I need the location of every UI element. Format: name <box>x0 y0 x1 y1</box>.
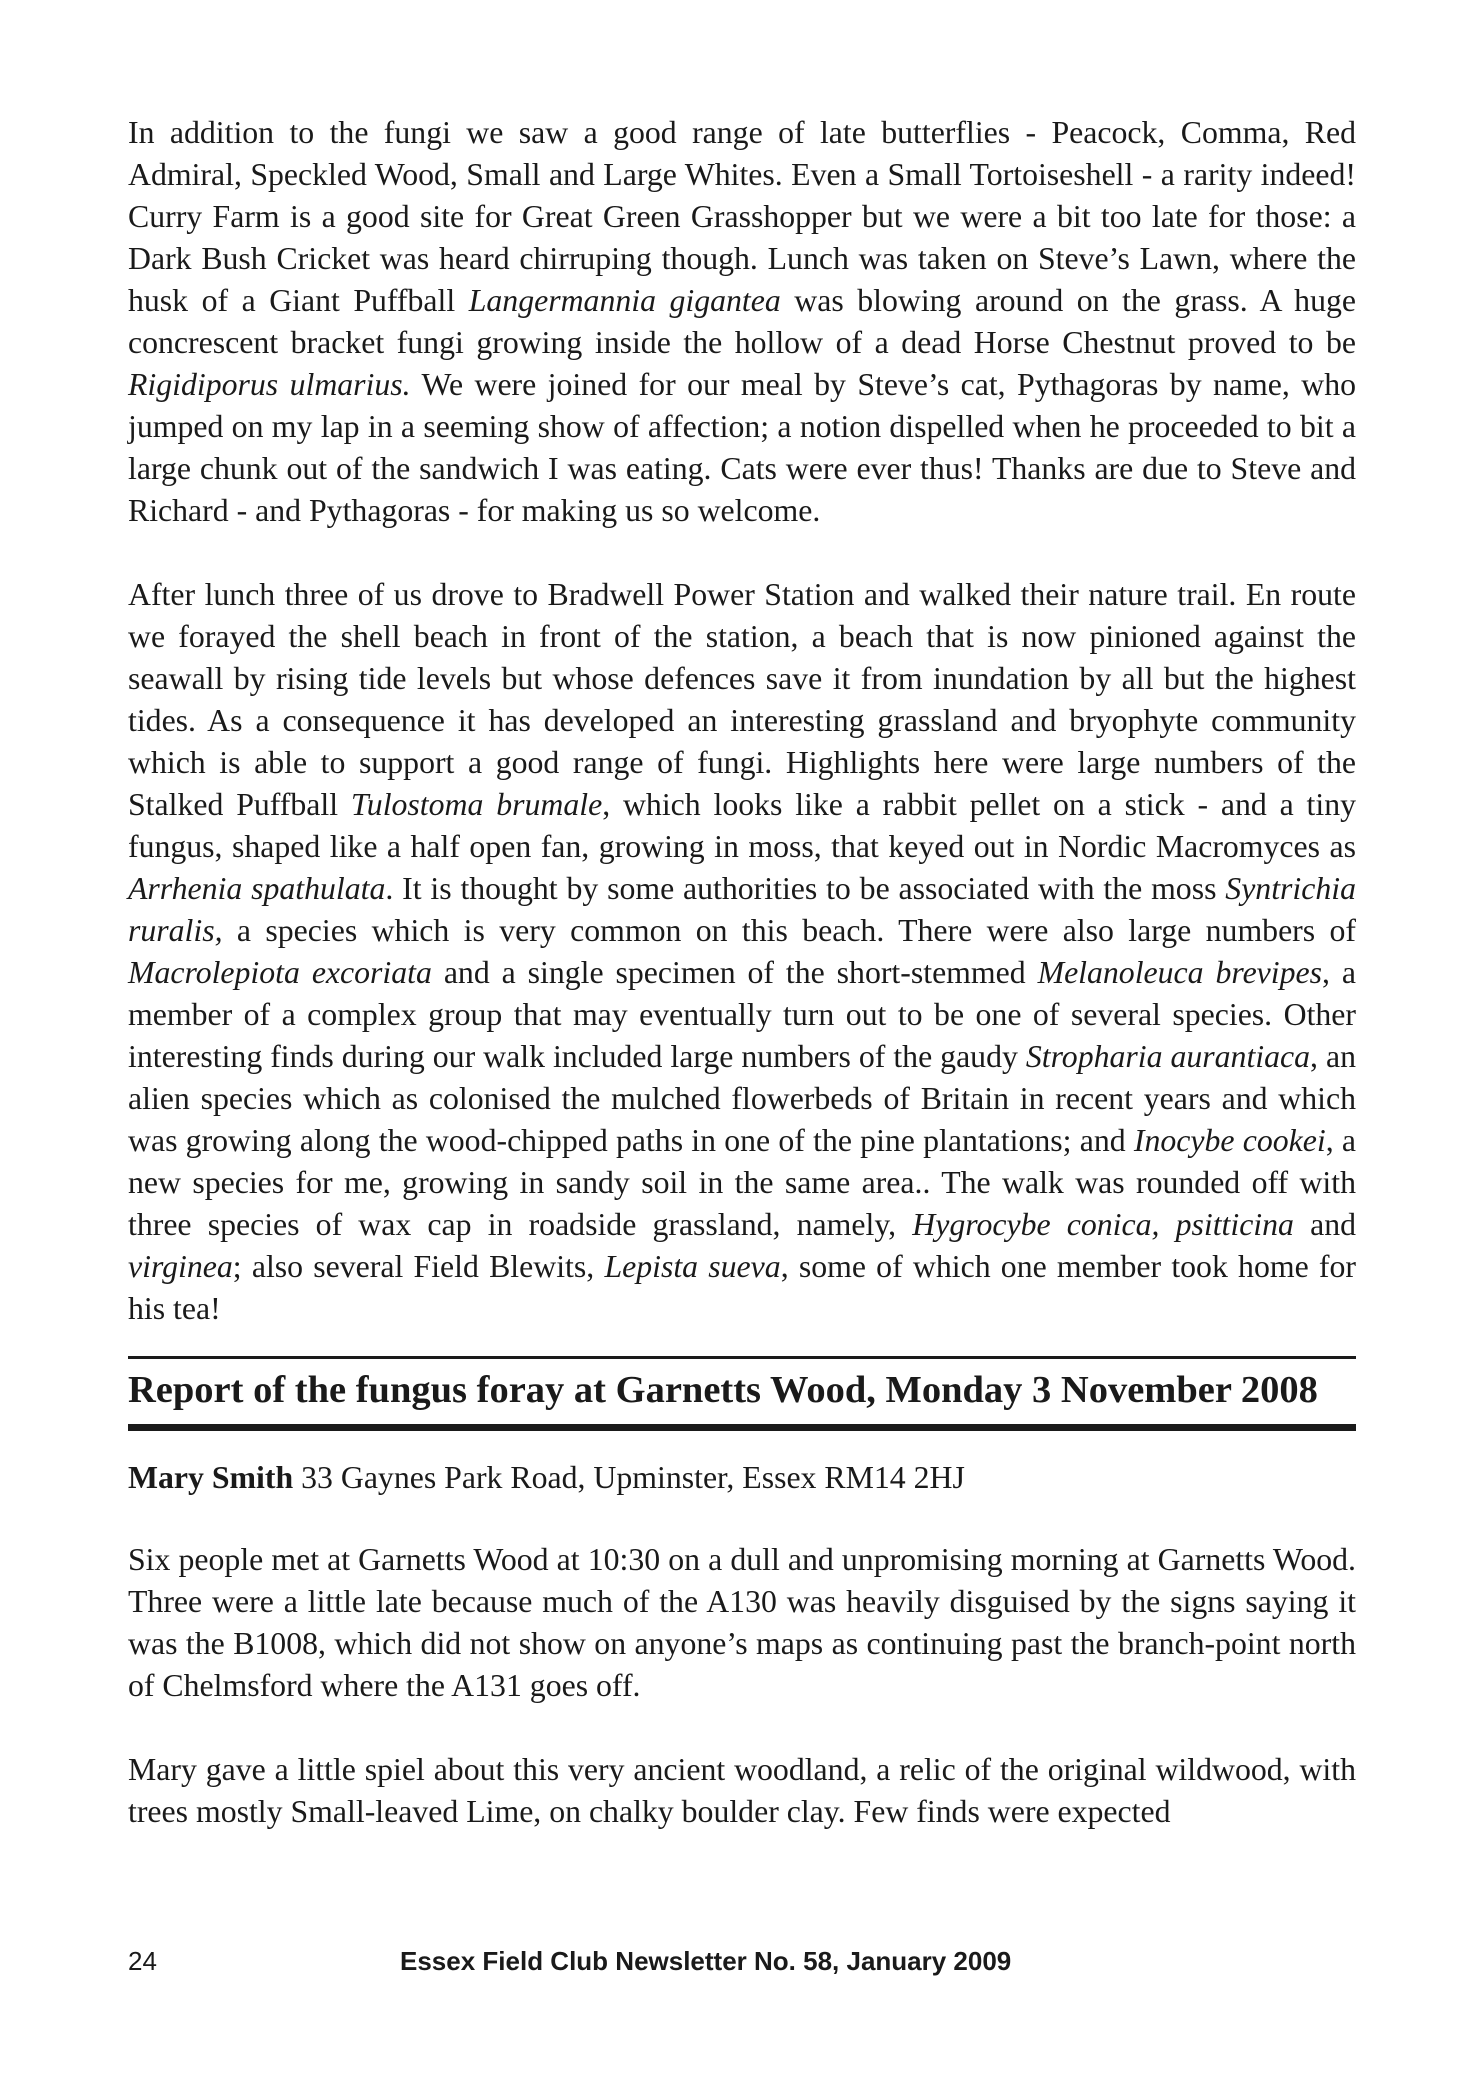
author-line <box>128 1457 1356 1499</box>
text-run: In addition to the fungi we saw a good range of late butterflies - Peacock, Comma, Red Admiral, Speckled Wood, Small and Large Whites. Even a Small Tortoiseshell - a rarity indeed! Curry Farm is a good site for Great Green Grasshopper but we were a bit too late for those: a Dark Bush Cricket was heard chirruping though. Lunch was taken on Steve’s Lawn, where the husk of a Giant Puffball <box>128 115 1356 318</box>
section-divider-bottom <box>128 1424 1356 1431</box>
article1-paragraph-2 <box>128 574 1356 1330</box>
text-run: Six people met at Garnetts Wood at 10:30 on a dull and unpromising morning at Garnetts Wood. Three were a little late because much of the A130 was heavily disguised by the signs saying it was the B1008, which did not show on anyone’s maps as continuing past the branch-point north of Chelmsford where the A131 goes off. <box>128 1542 1356 1703</box>
text-run: We were joined for our meal by Steve’s cat, Pythagoras by name, who jumped on my lap in a seeming show of affection; a notion dispelled when he proceeded to bit a large chunk out of the sandwich I was eating. Cats were ever thus! Thanks are due to Steve and Richard - and Pythagoras - for making us so welcome. <box>128 367 1357 528</box>
text-run: and a single specimen of the short-stemmed <box>431 955 1038 990</box>
text-run: Mary gave a little spiel about this very ancient woodland, a relic of the original wildwood, with trees mostly Small-leaved Lime, on chalky boulder clay. Few finds were expected <box>128 1752 1356 1829</box>
article2-paragraph-1 <box>128 1539 1356 1707</box>
section-divider-top <box>128 1356 1356 1359</box>
species-name: Inocybe cookei <box>1133 1123 1326 1158</box>
species-name: Lepista sueva <box>604 1249 781 1284</box>
text-run: and <box>1293 1207 1357 1242</box>
article1-paragraph-1 <box>128 112 1356 532</box>
page-footer <box>128 1946 1356 1982</box>
text-run: , an alien species which as colonised the mulched flowerbeds of Britain in recent years and which was growing along the wood-chipped paths in one of the pine plantations; and <box>128 1039 1356 1158</box>
publication-info: Essex Field Club Newsletter No. 58, January 2009 <box>400 1946 1012 1976</box>
text-run: , which looks like a rabbit pellet on a stick - and a tiny fungus, shaped like a half open fan, growing in moss, that keyed out in Nordic Macromyces as <box>128 787 1356 864</box>
species-name: Macrolepiota excoriata <box>128 955 432 990</box>
text-run: After lunch three of us drove to Bradwell Power Station and walked their nature trail. En route we forayed the shell beach in front of the station, a beach that is now pinioned against the seawall by rising tide levels but whose defences save it from inundation by all but the highest tides. As a consequence it has developed an interesting grassland and bryophyte community which is able to support a good range of fungi. Highlights here were large numbers of the Stalked Puffball <box>128 577 1356 822</box>
species-name: Syntrichia ruralis, <box>128 871 1356 948</box>
author-address: 33 Gaynes Park Road, Upminster, Essex RM14 2HJ <box>293 1460 965 1495</box>
article2-title: Report of the fungus foray at Garnetts Wood, Monday 3 November 2008 <box>128 1369 1318 1411</box>
article2-paragraph-2 <box>128 1749 1356 1833</box>
document-page <box>128 112 1356 1833</box>
text-run: was blowing around on the grass. A huge concrescent bracket fungi growing inside the hollow of a dead Horse Chestnut proved to be <box>128 283 1356 360</box>
text-run: ; also several Field Blewits, <box>232 1249 605 1284</box>
author-name: Mary Smith <box>128 1460 294 1495</box>
species-name: Melanoleuca brevipes <box>1037 955 1323 990</box>
text-run: a species which is very common on this beach. There were also large numbers of <box>222 913 1356 948</box>
species-name: Tulostoma brumale <box>350 787 603 822</box>
text-run: , a new species for me, growing in sandy soil in the same area.. The walk was rounded off with three species of wax cap in roadside grassland, namely, <box>128 1123 1356 1242</box>
species-name: Hygrocybe conica, psitticina <box>912 1207 1294 1242</box>
species-name: virginea <box>128 1249 233 1284</box>
text-run: , a member of a complex group that may eventually turn out to be one of several species. Other interesting finds during our walk included large numbers of the gaudy <box>128 955 1356 1074</box>
species-name: Arrhenia spathulata <box>128 871 386 906</box>
text-run: , some of which one member took home for his tea! <box>128 1249 1356 1326</box>
species-name: Rigidiporus ulmarius. <box>128 367 411 402</box>
species-name: Stropharia aurantiaca <box>1025 1039 1311 1074</box>
species-name: Langermannia gigantea <box>468 283 781 318</box>
text-run: . It is thought by some authorities to be associated with the moss <box>385 871 1226 906</box>
page-number: 24 <box>128 1946 157 1976</box>
